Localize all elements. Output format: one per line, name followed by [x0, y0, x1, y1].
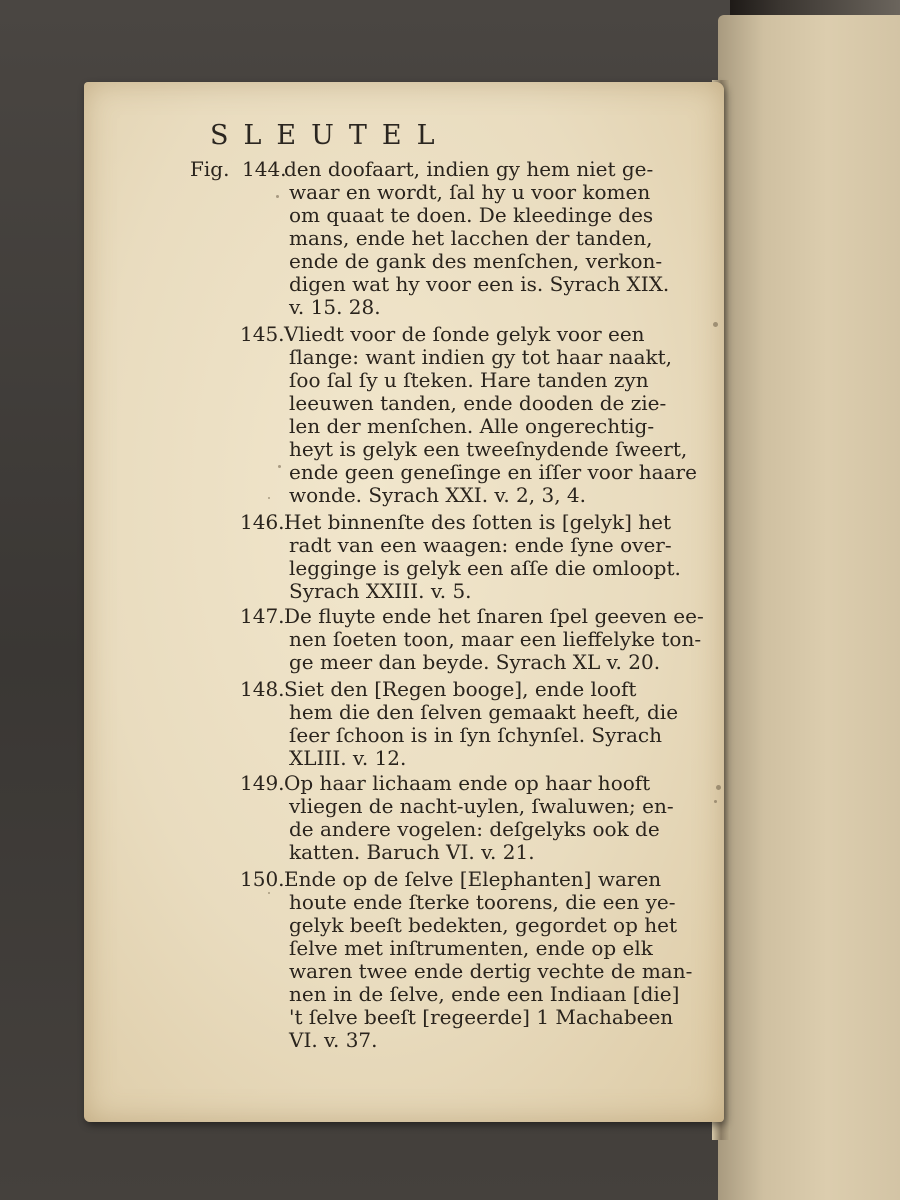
- paper-speck: [714, 800, 717, 803]
- entry-number: 149.: [240, 771, 285, 795]
- entry-line: len der menſchen. Alle ongerechtig-: [289, 414, 655, 438]
- entry-line: ſelve met inſtrumenten, ende op elk: [289, 936, 653, 960]
- entry-line: nen ſoeten toon, maar een lieffelyke ton-: [289, 627, 702, 651]
- entry-line: Syrach XXIII. v. 5.: [289, 579, 472, 603]
- entry-line: Vliedt voor de ſonde gelyk voor een: [284, 322, 645, 346]
- entry-number: 144.: [242, 157, 287, 181]
- entry-number: 146.: [240, 510, 285, 534]
- entry-line: legginge is gelyk een aſſe die omloopt.: [289, 556, 681, 580]
- entry-line: v. 15. 28.: [289, 295, 381, 319]
- entry-line: hem die den ſelven gemaakt heeft, die: [289, 700, 679, 724]
- entry-line: Ende op de ſelve [Elephanten] waren: [284, 867, 662, 891]
- entry-number: 148.: [240, 677, 285, 701]
- entry-line: digen wat hy voor een is. Syrach XIX.: [289, 272, 670, 296]
- entry-line: katten. Baruch VI. v. 21.: [289, 840, 535, 864]
- entry-line: leeuwen tanden, ende dooden de zie-: [289, 391, 667, 415]
- entry-line: De fluyte ende het ſnaren ſpel geeven ee-: [284, 604, 704, 628]
- entry-line: wonde. Syrach XXI. v. 2, 3, 4.: [289, 483, 587, 507]
- entry-line: Het binnenſte des ſotten is [gelyk] het: [284, 510, 672, 534]
- paper-speck: [268, 892, 270, 894]
- running-header: SLEUTEL: [210, 120, 450, 151]
- entry-line: radt van een waagen: ende ſyne over-: [289, 533, 672, 557]
- paper-speck: [713, 322, 718, 327]
- entry-line: vliegen de nacht-uylen, ſwaluwen; en-: [289, 794, 674, 818]
- entry-number: 147.: [240, 604, 285, 628]
- entry-line: ſeer ſchoon is in ſyn ſchynſel. Syrach: [289, 723, 662, 747]
- entry-line: ſoo ſal ſy u ſteken. Hare tanden zyn: [289, 368, 649, 392]
- entry-line: Op haar lichaam ende op haar hooft: [284, 771, 651, 795]
- entry-line: ge meer dan beyde. Syrach XL v. 20.: [289, 650, 661, 674]
- entry-number: 150.: [240, 867, 285, 891]
- fig-label: Fig.: [190, 157, 230, 181]
- entry-line: ende geen geneſinge en iſſer voor haare: [289, 460, 697, 484]
- entry-line: ſlange: want indien gy tot haar naakt,: [289, 345, 673, 369]
- entry-line: VI. v. 37.: [289, 1028, 378, 1052]
- entry-line: de andere vogelen: deſgelyks ook de: [289, 817, 660, 841]
- entry-line: den doofaart, indien gy hem niet ge-: [284, 157, 654, 181]
- entry-line: Siet den [Regen booge], ende looft: [284, 677, 637, 701]
- entry-line: ende de gank des menſchen, verkon-: [289, 249, 663, 273]
- entry-line: waar en wordt, ſal hy u voor komen: [289, 180, 651, 204]
- paper-speck: [278, 465, 281, 468]
- entry-line: om quaat te doen. De kleedinge des: [289, 203, 654, 227]
- paper-speck: [268, 497, 270, 499]
- entry-line: mans, ende het lacchen der tanden,: [289, 226, 653, 250]
- paper-speck: [276, 195, 279, 198]
- entry-line: gelyk beeſt bedekten, gegordet op het: [289, 913, 677, 937]
- entry-line: houte ende ſterke toorens, die een ye-: [289, 890, 676, 914]
- entry-line: nen in de ſelve, ende een Indiaan [die]: [289, 982, 680, 1006]
- entry-line: 't ſelve beeſt [regeerde] 1 Machabeen: [289, 1005, 674, 1029]
- entry-line: waren twee ende dertig vechte de man-: [289, 959, 693, 983]
- entry-number: 145.: [240, 322, 285, 346]
- paper-speck: [716, 785, 721, 790]
- entry-line: XLIII. v. 12.: [289, 746, 407, 770]
- entry-line: heyt is gelyk een tweeſnydende ſweert,: [289, 437, 688, 461]
